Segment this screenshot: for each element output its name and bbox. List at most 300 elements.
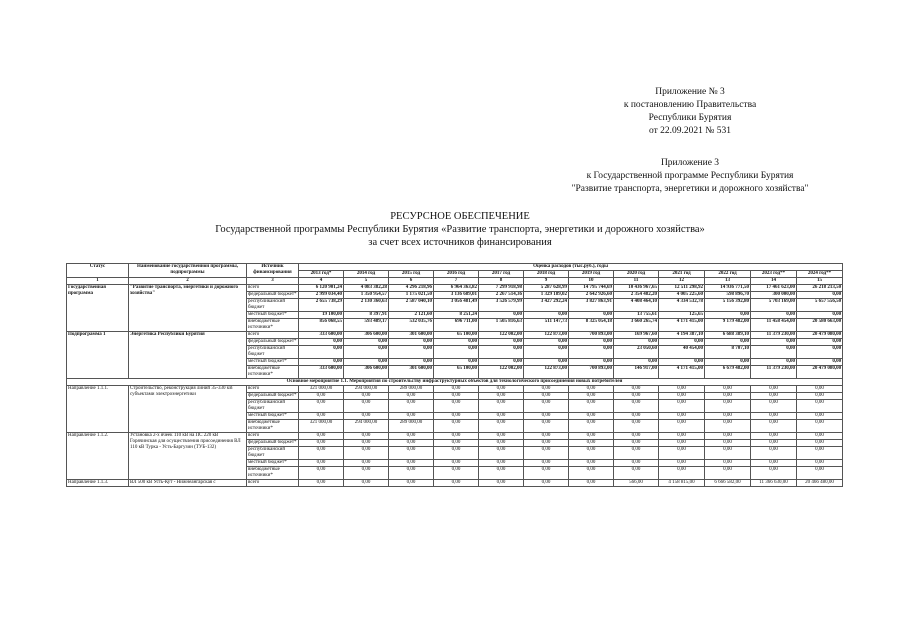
value-cell: 0,00 (389, 440, 434, 447)
value-cell: 0,00 (797, 386, 843, 393)
value-cell: 0,00 (751, 400, 797, 413)
row-source: республиканский бюджет (247, 400, 299, 413)
header-year: 2023 год** (751, 271, 797, 278)
row-name: ВЛ 500 кВ Усть-Кут - Нижнеангарская с (129, 480, 247, 487)
value-cell: 11 458 454,00 (751, 319, 797, 332)
value-cell: 0,00 (524, 339, 569, 346)
value-cell: 13 755,61 (614, 312, 659, 319)
value-cell: 0,00 (614, 386, 659, 393)
value-cell: 0,00 (705, 393, 751, 400)
value-cell: 0,00 (705, 460, 751, 467)
value-cell: 0,00 (797, 447, 843, 460)
value-cell: 0,00 (751, 447, 797, 460)
header-year: 2021 год (659, 271, 705, 278)
row-source: всего (247, 332, 299, 339)
value-cell: 0,00 (569, 413, 614, 420)
value-cell: 0,00 (389, 447, 434, 460)
value-cell: 0,00 (751, 359, 797, 366)
value-cell: 0,00 (479, 312, 524, 319)
row-status: Направление 1.1.3. (67, 480, 129, 487)
value-cell: 0,00 (614, 393, 659, 400)
value-cell: 0,00 (659, 447, 705, 460)
value-cell: 0,00 (344, 339, 389, 346)
value-cell: 0,00 (344, 346, 389, 359)
row-status: Направление 1.1.1. (67, 386, 129, 433)
value-cell: 0,00 (524, 460, 569, 467)
value-cell: 2 587 040,10 (389, 299, 434, 312)
header-estimate: Оценка расходов (тыс.руб.), годы (299, 264, 843, 271)
value-cell: 3 427 292,24 (524, 299, 569, 312)
value-cell: 2 354 482,20 (614, 292, 659, 299)
value-cell: 0,00 (389, 460, 434, 467)
value-cell: 0,00 (299, 433, 344, 440)
value-cell: 12 511 298,92 (659, 285, 705, 292)
value-cell: 0,00 (344, 467, 389, 480)
index-cell: 6 (389, 278, 434, 285)
index-cell: 15 (797, 278, 843, 285)
value-cell: 0,00 (705, 386, 751, 393)
appendix-line: Приложение 3 (660, 158, 720, 168)
value-cell: 6 666 582,00 (705, 480, 751, 487)
row-source: республиканский бюджет (247, 299, 299, 312)
value-cell: 0,00 (344, 460, 389, 467)
row-source: местный бюджет* (247, 359, 299, 366)
row-status: Государственная программа (67, 285, 129, 332)
value-cell: 4 408 464,10 (614, 299, 659, 312)
value-cell: 0,00 (434, 413, 479, 420)
appendix-line: Приложение № 3 (655, 87, 725, 97)
value-cell: 0,00 (659, 413, 705, 420)
row-source: внебюджетные источники* (247, 319, 299, 332)
value-cell: 0,00 (479, 413, 524, 420)
value-cell: 321 000,00 (299, 420, 344, 433)
title-line-1: РЕСУРСНОЕ ОБЕСПЕЧЕНИЕ (390, 211, 530, 222)
value-cell: 0,00 (524, 400, 569, 413)
value-cell: 7 299 918,98 (479, 285, 524, 292)
value-cell: 2 999 034,40 (299, 292, 344, 299)
value-cell: 0,00 (797, 440, 843, 447)
value-cell: 0,00 (434, 420, 479, 433)
value-cell: 0,00 (751, 420, 797, 433)
appendix-line: к постановлению Правительства (623, 100, 757, 110)
value-cell: 0,00 (434, 386, 479, 393)
value-cell: 0,00 (434, 393, 479, 400)
value-cell: 169 967,60 (614, 332, 659, 339)
value-cell: 122 873,00 (524, 332, 569, 339)
value-cell: 9 179 482,00 (705, 319, 751, 332)
index-cell: 1 (67, 278, 129, 285)
value-cell: 1 175 021,50 (389, 292, 434, 299)
row-source: местный бюджет* (247, 460, 299, 467)
table-row (67, 285, 843, 292)
value-cell: 0,00 (479, 460, 524, 467)
value-cell: 321 000,00 (299, 386, 344, 393)
value-cell: 0,00 (659, 339, 705, 346)
value-cell: 0,00 (569, 393, 614, 400)
index-cell: 2 (129, 278, 247, 285)
value-cell: 0,00 (569, 400, 614, 413)
header-year: 2019 год (569, 271, 614, 278)
value-cell: 0,00 (659, 460, 705, 467)
header-year: 2018 год (524, 271, 569, 278)
section-title: Основное мероприятие 1.1. Мероприятия по строительству инфраструктурных объектов для технологического присоединения новых потребителей (67, 379, 843, 386)
value-cell: 0,00 (524, 480, 569, 487)
value-cell: 6 120 901,24 (299, 285, 344, 292)
value-cell: 0,00 (479, 393, 524, 400)
value-cell: 0,00 (614, 339, 659, 346)
table-row (67, 386, 843, 393)
value-cell: 4 158 815,00 (659, 480, 705, 487)
index-row (67, 278, 843, 285)
value-cell: 0,00 (569, 420, 614, 433)
value-cell: 11 379 230,00 (751, 332, 797, 339)
value-cell: 0,00 (389, 393, 434, 400)
value-cell: 0,00 (614, 400, 659, 413)
value-cell: 0,00 (524, 440, 569, 447)
value-cell: 4 334 532,78 (659, 299, 705, 312)
value-cell: 0,00 (434, 339, 479, 346)
value-cell: 0,00 (434, 359, 479, 366)
row-source: республиканский бюджет (247, 447, 299, 460)
value-cell: 0,00 (797, 413, 843, 420)
value-cell: 0,00 (751, 433, 797, 440)
value-cell: 40 454,00 (659, 346, 705, 359)
header-year: 2020 год (614, 271, 659, 278)
header-year: 2014 год (344, 271, 389, 278)
value-cell: 0,00 (705, 467, 751, 480)
row-source: внебюджетные источники* (247, 366, 299, 379)
value-cell: 11 366 630,00 (751, 480, 797, 487)
value-cell: 122 873,00 (524, 366, 569, 379)
header-year: 2022 год (705, 271, 751, 278)
value-cell: 0,00 (524, 312, 569, 319)
index-cell: 10 (569, 278, 614, 285)
value-cell: 700 893,00 (569, 366, 614, 379)
value-cell: 0,00 (299, 393, 344, 400)
row-name: Строительство, реконструкция линий 35-330 кВ субъектами электроэнергетики (129, 386, 247, 433)
value-cell: 0,00 (299, 447, 344, 460)
value-cell: 0,00 (797, 460, 843, 467)
row-source: всего (247, 386, 299, 393)
value-cell: 289 000,00 (389, 386, 434, 393)
value-cell: 0,00 (524, 359, 569, 366)
value-cell: 0,00 (797, 420, 843, 433)
row-source: федеральный бюджет* (248, 440, 297, 445)
value-cell: 333 600,00 (299, 332, 344, 339)
value-cell: 0,00 (434, 460, 479, 467)
value-cell: 0,00 (434, 433, 479, 440)
value-cell: 0,00 (389, 359, 434, 366)
index-cell: 4 (299, 278, 344, 285)
index-cell: 12 (659, 278, 705, 285)
value-cell: 0,00 (569, 386, 614, 393)
row-source: федеральный бюджет* (248, 393, 297, 398)
value-cell: 0,00 (299, 480, 344, 487)
value-cell: 532 035,76 (389, 319, 434, 332)
value-cell: 26 218 213,50 (797, 285, 843, 292)
value-cell: 0,00 (659, 467, 705, 480)
value-cell: 1 350 954,57 (344, 292, 389, 299)
value-cell: 0,00 (705, 420, 751, 433)
appendix-line: от 22.09.2021 № 531 (649, 126, 731, 136)
value-cell: 65 100,00 (434, 332, 479, 339)
value-cell: 8 251,24 (434, 312, 479, 319)
value-cell: 0,00 (299, 339, 344, 346)
value-cell: 0,00 (434, 480, 479, 487)
value-cell: 3 660 265,74 (614, 319, 659, 332)
value-cell: 4 171 415,00 (659, 366, 705, 379)
value-cell: 0,00 (344, 480, 389, 487)
value-cell: 333 600,00 (299, 366, 344, 379)
value-cell: 0,00 (299, 346, 344, 359)
title-line-3: за счет всех источников финансирования (368, 237, 552, 248)
value-cell: 0,00 (659, 400, 705, 413)
value-cell: 598 896,70 (705, 292, 751, 299)
value-cell: 20 580 663,00 (797, 319, 843, 332)
value-cell: 0,00 (614, 440, 659, 447)
value-cell: 11 379 230,00 (751, 366, 797, 379)
row-source: местный бюджет* (247, 312, 299, 319)
value-cell: 0,00 (299, 413, 344, 420)
value-cell: 0,00 (614, 467, 659, 480)
row-source: внебюджетные источники* (247, 467, 299, 480)
table-row (67, 433, 843, 440)
value-cell: 0,00 (524, 413, 569, 420)
resource-table (66, 263, 843, 487)
value-cell: 0,00 (659, 386, 705, 393)
value-cell: 0,00 (344, 359, 389, 366)
value-cell: 0,00 (751, 312, 797, 319)
value-cell: 0,00 (659, 433, 705, 440)
value-cell: 696 711,00 (434, 319, 479, 332)
header-year: 2016 год (434, 271, 479, 278)
value-cell: 0,00 (751, 393, 797, 400)
value-cell: 0,00 (479, 433, 524, 440)
value-cell: 20 479 080,00 (797, 366, 843, 379)
value-cell: 0,00 (659, 393, 705, 400)
appendix-state-program (520, 157, 860, 196)
value-cell: 0,00 (479, 420, 524, 433)
value-cell: 0,00 (751, 386, 797, 393)
value-cell: 2 130 360,63 (344, 299, 389, 312)
row-source: всего (247, 285, 299, 292)
value-cell: 8 397,91 (344, 312, 389, 319)
value-cell: 10 436 967,65 (614, 285, 659, 292)
row-name: "Развитие транспорта, энергетики и дорожного хозяйства" (129, 285, 247, 332)
value-cell: 0,00 (705, 339, 751, 346)
value-cell: 0,00 (569, 339, 614, 346)
value-cell: 0,00 (479, 339, 524, 346)
value-cell: 0,00 (797, 467, 843, 480)
value-cell: 0,00 (797, 433, 843, 440)
value-cell: 146 917,00 (614, 366, 659, 379)
index-cell: 13 (705, 278, 751, 285)
value-cell: 0,00 (389, 339, 434, 346)
value-cell: 593 489,17 (344, 319, 389, 332)
value-cell: 0,00 (479, 386, 524, 393)
value-cell: 0,00 (479, 440, 524, 447)
value-cell: 5 156 392,80 (705, 299, 751, 312)
value-cell: 20 466 480,00 (797, 480, 843, 487)
value-cell: 6 964 363,82 (434, 285, 479, 292)
row-source: федеральный бюджет* (248, 339, 297, 344)
value-cell: 0,00 (299, 460, 344, 467)
header-source: Источник финансирования (247, 264, 299, 278)
appendix-line: Республики Бурятия (648, 113, 732, 123)
value-cell: 0,00 (569, 467, 614, 480)
value-cell: 301 600,00 (389, 366, 434, 379)
value-cell: 0,00 (797, 312, 843, 319)
value-cell: 306 600,00 (344, 332, 389, 339)
value-cell: 0,00 (705, 359, 751, 366)
value-cell: 0,00 (524, 433, 569, 440)
title-line-2: Государственной программы Республики Бурятия «Развитие транспорта, энергетики и дорожного хозяйства» (215, 224, 705, 235)
row-source: всего (247, 480, 299, 487)
value-cell: 0,00 (797, 339, 843, 346)
value-cell: 1 329 189,02 (524, 292, 569, 299)
value-cell: 300 000,00 (751, 292, 797, 299)
row-source: внебюджетные источники* (247, 420, 299, 433)
value-cell: 0,00 (614, 359, 659, 366)
value-cell: 0,00 (705, 312, 751, 319)
value-cell: 0,00 (479, 447, 524, 460)
appendix-line: к Государственной программе Республики Бурятия (586, 171, 794, 181)
value-cell: 5 657 556,50 (797, 299, 843, 312)
value-cell: 0,00 (479, 346, 524, 359)
value-cell: 0,00 (751, 460, 797, 467)
value-cell: 4 005 225,60 (659, 292, 705, 299)
index-cell: 7 (434, 278, 479, 285)
value-cell: 6 679 482,00 (705, 366, 751, 379)
value-cell: 0,00 (751, 467, 797, 480)
value-cell: 0,00 (659, 420, 705, 433)
value-cell: 0,00 (389, 433, 434, 440)
value-cell: 0,00 (524, 346, 569, 359)
value-cell: 14 936 771,50 (705, 285, 751, 292)
value-cell: 8 325 054,18 (569, 319, 614, 332)
value-cell: 0,00 (299, 359, 344, 366)
value-cell: 122 002,00 (479, 366, 524, 379)
value-cell: 0,00 (705, 413, 751, 420)
value-cell: 0,00 (389, 480, 434, 487)
value-cell: 566,00 (614, 480, 659, 487)
value-cell: 5 703 169,00 (751, 299, 797, 312)
value-cell: 0,00 (751, 413, 797, 420)
index-cell: 3 (247, 278, 299, 285)
value-cell: 0,00 (524, 393, 569, 400)
value-cell: 0,00 (344, 393, 389, 400)
value-cell: 0,00 (389, 346, 434, 359)
value-cell: 3 056 481,49 (434, 299, 479, 312)
appendix-government-decree (590, 86, 790, 138)
header-year: 2015 год (389, 271, 434, 278)
value-cell: 0,00 (569, 447, 614, 460)
index-cell: 8 (479, 278, 524, 285)
value-cell: 4 083 382,28 (344, 285, 389, 292)
index-cell: 11 (614, 278, 659, 285)
value-cell: 6 688 389,10 (705, 332, 751, 339)
value-cell: 20 479 080,00 (797, 332, 843, 339)
value-cell: 0,00 (659, 440, 705, 447)
value-cell: 125,65 (659, 312, 705, 319)
value-cell: 2 655 738,29 (299, 299, 344, 312)
value-cell: 0,00 (751, 346, 797, 359)
value-cell: 0,00 (344, 440, 389, 447)
value-cell: 0,00 (705, 440, 751, 447)
row-source: всего (247, 433, 299, 440)
table-row (67, 332, 843, 339)
value-cell: 0,00 (479, 400, 524, 413)
value-cell: 5 287 628,99 (524, 285, 569, 292)
value-cell: 0,00 (614, 420, 659, 433)
value-cell: 0,00 (434, 346, 479, 359)
index-cell: 9 (524, 278, 569, 285)
value-cell: 0,00 (705, 447, 751, 460)
value-cell: 301 600,00 (389, 332, 434, 339)
value-cell: 17 461 623,00 (751, 285, 797, 292)
value-cell: 0,00 (479, 359, 524, 366)
row-status: Подпрограмма 1 (67, 332, 129, 379)
header-year: 2013 год* (299, 271, 344, 278)
document-title (140, 210, 780, 249)
value-cell: 0,00 (344, 433, 389, 440)
value-cell: 0,00 (524, 447, 569, 460)
row-status: Направление 1.1.2. (67, 433, 129, 480)
value-cell: 0,00 (569, 312, 614, 319)
value-cell: 0,00 (569, 359, 614, 366)
value-cell: 0,00 (705, 400, 751, 413)
row-name: Энергетика Республики Бурятия (129, 332, 247, 379)
value-cell: 294 000,00 (344, 420, 389, 433)
value-cell: 0,00 (569, 440, 614, 447)
value-cell: 0,00 (797, 346, 843, 359)
value-cell: 3 136 689,01 (434, 292, 479, 299)
value-cell: 23 050,60 (614, 346, 659, 359)
value-cell: 0,00 (389, 400, 434, 413)
value-cell: 0,00 (434, 440, 479, 447)
value-cell: 0,00 (797, 292, 843, 299)
value-cell: 0,00 (614, 460, 659, 467)
value-cell: 511 147,73 (524, 319, 569, 332)
value-cell: 0,00 (751, 339, 797, 346)
value-cell: 4 296 218,96 (389, 285, 434, 292)
value-cell: 0,00 (389, 467, 434, 480)
row-source: республиканский бюджет (247, 346, 299, 359)
table-row (67, 480, 843, 487)
row-name: Установка 2-х ячеек 110 кВ на ПС 220 кВ Горячинская для осуществления присоединения ВЛ 110 кВ Турка - Усть-Баргузин (ТУБ-132) (129, 433, 247, 480)
value-cell: 0,00 (344, 413, 389, 420)
value-cell: 0,00 (569, 460, 614, 467)
row-source: федеральный бюджет* (248, 292, 297, 297)
value-cell: 4 171 415,00 (659, 319, 705, 332)
header-name: Наименование государственной программы, подпрограммы (129, 264, 247, 278)
value-cell: 0,00 (524, 467, 569, 480)
value-cell: 122 002,00 (479, 332, 524, 339)
value-cell: 306 600,00 (344, 366, 389, 379)
value-cell: 19 100,00 (299, 312, 344, 319)
value-cell: 856 068,55 (299, 319, 344, 332)
value-cell: 65 100,00 (434, 366, 479, 379)
value-cell: 289 000,00 (389, 420, 434, 433)
header-year: 2024 год** (797, 271, 843, 278)
value-cell: 0,00 (299, 440, 344, 447)
value-cell: 2 267 514,36 (479, 292, 524, 299)
value-cell: 0,00 (614, 433, 659, 440)
value-cell: 0,00 (614, 413, 659, 420)
value-cell: 1 505 816,63 (479, 319, 524, 332)
appendix-line: "Развитие транспорта, энергетики и дорожного хозяйства" (571, 184, 809, 194)
value-cell: 4 194 387,10 (659, 332, 705, 339)
